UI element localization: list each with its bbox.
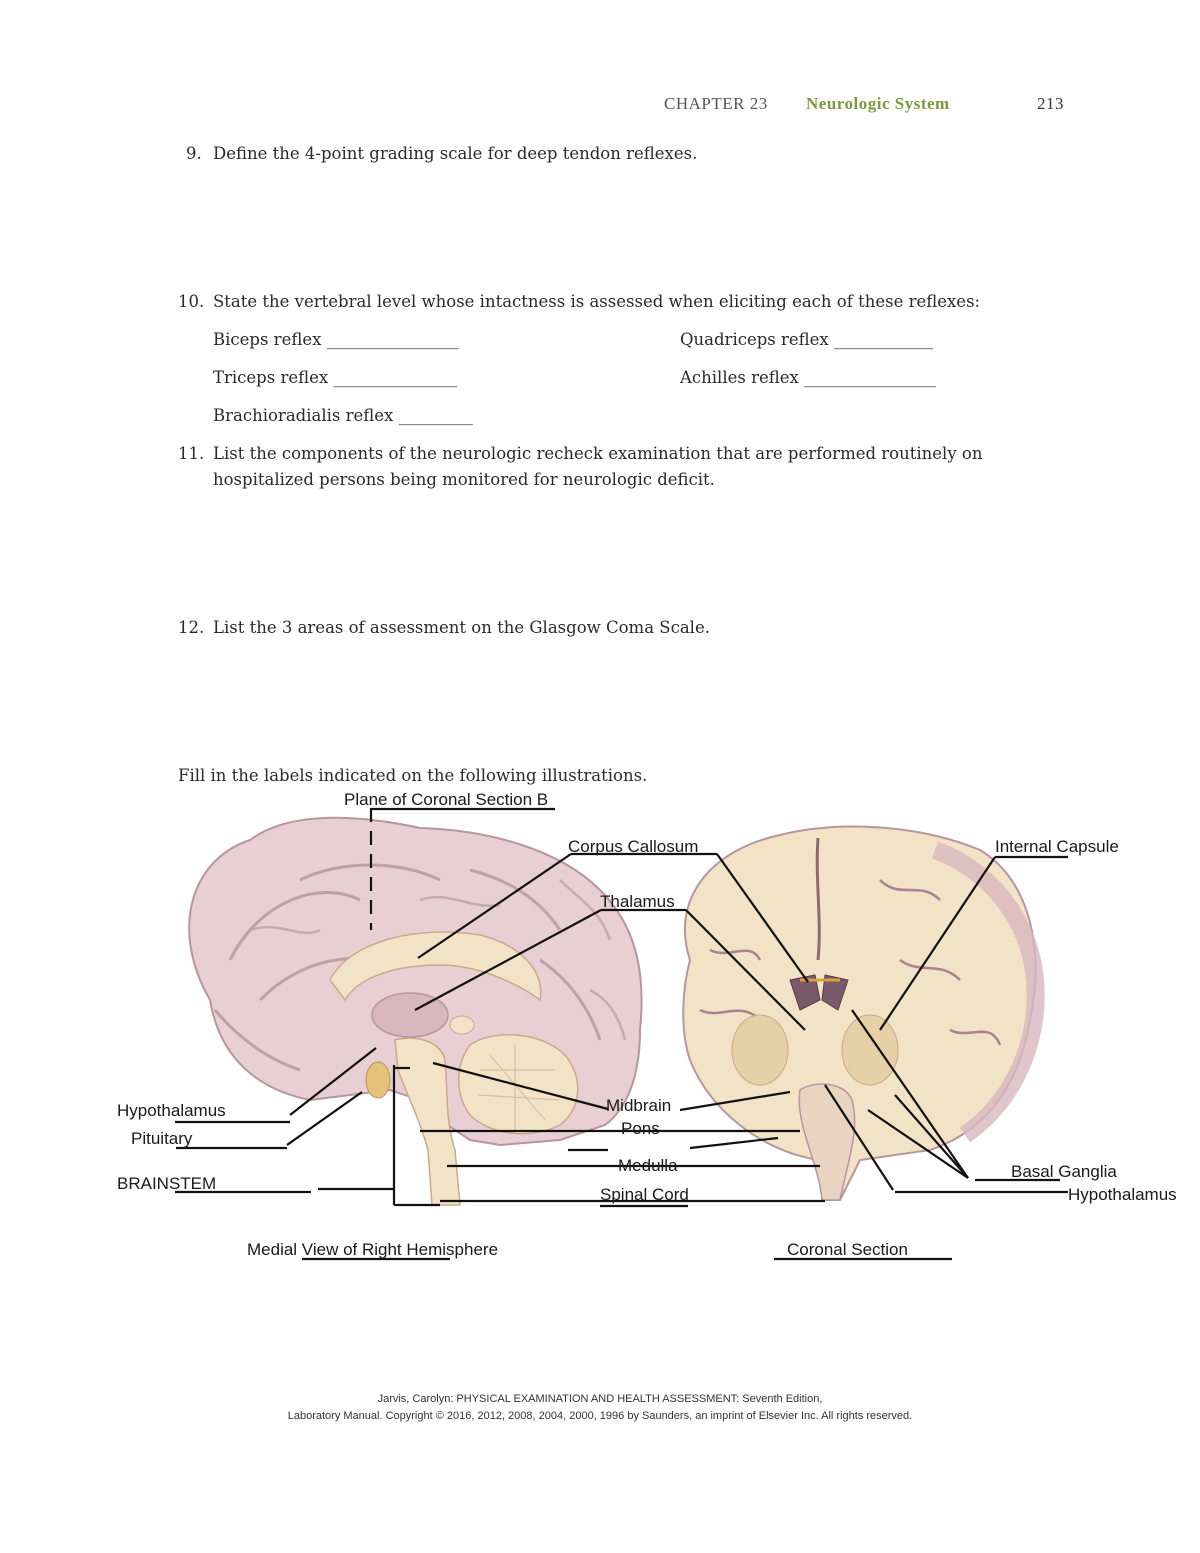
question-9-text: Define the 4-point grading scale for deep tendon reflexes.: [213, 144, 698, 163]
label-medulla: Medulla: [618, 1156, 678, 1175]
achilles-reflex-field[interactable]: Achilles reflex ________________: [680, 368, 937, 387]
triceps-reflex-field[interactable]: Triceps reflex _______________: [213, 368, 458, 387]
label-corpus-callosum: Corpus Callosum: [568, 837, 699, 856]
question-12-text: List the 3 areas of assessment on the Glasgow Coma Scale.: [213, 618, 710, 637]
caption-medial-view: Medial View of Right Hemisphere: [247, 1240, 499, 1259]
label-plane-of-coronal-section: Plane of Coronal Section B: [344, 790, 549, 809]
page-number: 213: [1037, 94, 1064, 113]
chapter-title: Neurologic System: [806, 94, 950, 113]
label-midbrain: Midbrain: [606, 1096, 672, 1115]
question-11-text-line2: hospitalized persons being monitored for neurologic deficit.: [213, 470, 715, 489]
question-10-text: State the vertebral level whose intactness is assessed when eliciting each of these reflexes:: [213, 292, 981, 311]
question-12-number: 12.: [178, 618, 205, 637]
footer-citation-line1: Jarvis, Carolyn: PHYSICAL EXAMINATION AND HEALTH ASSESSMENT: Seventh Edition,: [377, 1393, 823, 1405]
illustration-instruction: Fill in the labels indicated on the following illustrations.: [178, 766, 648, 785]
quadriceps-reflex-field[interactable]: Quadriceps reflex ____________: [680, 330, 933, 349]
label-thalamus: Thalamus: [600, 892, 675, 911]
label-hypothalamus-coronal: Hypothalamus: [1068, 1185, 1177, 1204]
question-11-text: List the components of the neurologic recheck examination that are performed routinely on: [213, 444, 983, 463]
label-basal-ganglia: Basal Ganglia: [1011, 1162, 1117, 1181]
question-9-number: 9.: [186, 144, 202, 163]
medial-view-brain: [189, 808, 641, 1205]
label-pituitary: Pituitary: [131, 1129, 193, 1148]
brachioradialis-reflex-field[interactable]: Brachioradialis reflex _________: [213, 406, 473, 425]
label-hypothalamus-medial: Hypothalamus: [117, 1101, 226, 1120]
footer-citation-line2: Laboratory Manual. Copyright © 2016, 2012, 2008, 2004, 2000, 1996 by Saunders, an imprint of Elsevier Inc. All rights reserved.: [287, 1410, 913, 1422]
question-10-number: 10.: [178, 292, 205, 311]
label-spinal-cord: Spinal Cord: [600, 1185, 689, 1204]
label-pons: Pons: [621, 1119, 660, 1138]
question-11-number: 11.: [178, 444, 205, 463]
caption-coronal-section: Coronal Section: [787, 1240, 908, 1259]
label-brainstem: BRAINSTEM: [117, 1174, 217, 1193]
biceps-reflex-field[interactable]: Biceps reflex ________________: [213, 330, 459, 349]
chapter-label: CHAPTER 23: [664, 94, 768, 113]
label-internal-capsule: Internal Capsule: [995, 837, 1119, 856]
